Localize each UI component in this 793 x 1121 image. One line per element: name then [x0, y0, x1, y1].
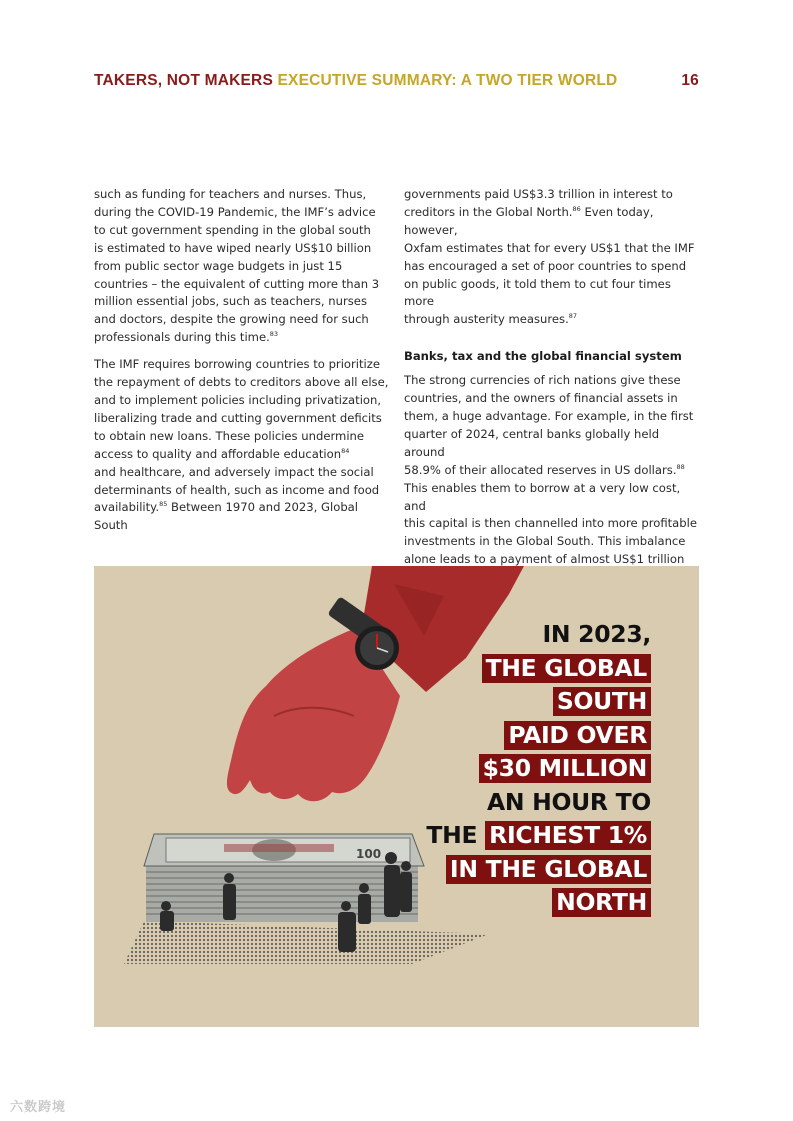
banknote-value: 100	[356, 847, 382, 861]
footnote-ref[interactable]: 86	[572, 204, 581, 213]
quote-line: THE	[426, 821, 478, 849]
page-header	[94, 72, 699, 90]
paragraph: The IMF requires borrowing countries to prioritize the repayment of debts to creditors above all else, and to implement policies including privatization, liberalizing trade and cutting government deficits to obtain new loans. These policies undermine access to quality and affordable education$^{84}$ and healthcare, and adversely impact the social determinants of health, such as income and food availability.$^{85}$ Between 1970 and 2023, Global South	[94, 357, 389, 533]
footnote-ref[interactable]: 83	[269, 330, 279, 339]
left-column	[94, 186, 390, 544]
quote-line-highlight: NORTH	[552, 888, 651, 917]
watermark-logo: 六数跨境	[10, 1100, 67, 1115]
halftone-floor	[124, 921, 489, 964]
quote-line: AN HOUR TO	[486, 787, 651, 816]
paragraph: governments paid US$3.3 trillion in interest to creditors in the Global North.$^{86}$ Even today, however, Oxfam estimates that for every US$1 that the IMF has encouraged a set of poor countries to spend on public goods, it told them to cut four times more through austerity measures.$^{87}$	[404, 187, 695, 327]
footnote-ref[interactable]: 85	[159, 500, 168, 509]
quote-line-highlight: SOUTH	[553, 687, 651, 716]
paragraph: such as funding for teachers and nurses. Thus, during the COVID-19 Pandemic, the IMF’s advice to cut government spending in the global south is estimated to have wiped nearly US$10 billion from public sector wage budgets in just 15 countries – the equivalent of cutting more than 3 million essential jobs, such as teachers, nurses and doctors, despite the growing need for such professionals during this time.$^{83}$	[94, 187, 380, 345]
page-number: 16	[681, 72, 699, 89]
quote-line-highlight: $30 MILLION	[479, 754, 651, 783]
infographic-figure	[94, 566, 699, 1027]
header-title-red: TAKERS, NOT MAKERS	[94, 72, 278, 89]
quote-line-highlight: PAID OVER	[504, 721, 651, 750]
right-column	[404, 186, 702, 596]
headline-quote	[426, 618, 651, 920]
footnote-ref[interactable]: 87	[568, 312, 578, 321]
footnote-ref[interactable]: 84	[341, 446, 350, 455]
header-title-gold: EXECUTIVE SUMMARY: A TWO TIER WORLD	[277, 72, 618, 89]
quote-line: IN 2023,	[542, 620, 651, 648]
quote-line-highlight: RICHEST 1%	[485, 821, 651, 850]
section-heading: Banks, tax and the global financial system	[404, 349, 682, 364]
quote-line-highlight: THE GLOBAL	[482, 654, 651, 683]
paragraph: The strong currencies of rich nations give these countries, and the owners of financial assets in them, a huge advantage. For example, in the first quarter of 2024, central banks globally held around 58.9% of their allocated reserves in US dollars.$^{88}$ This enables them to borrow at a very low cost, and this capital is then channelled into more profitable investments in the Global South. This imbalance alone leads to a payment of almost US$1 trillion	[404, 373, 697, 567]
cash-stack	[144, 834, 424, 922]
quote-line-highlight: IN THE GLOBAL	[446, 855, 651, 884]
footnote-ref[interactable]: 88	[676, 462, 685, 471]
